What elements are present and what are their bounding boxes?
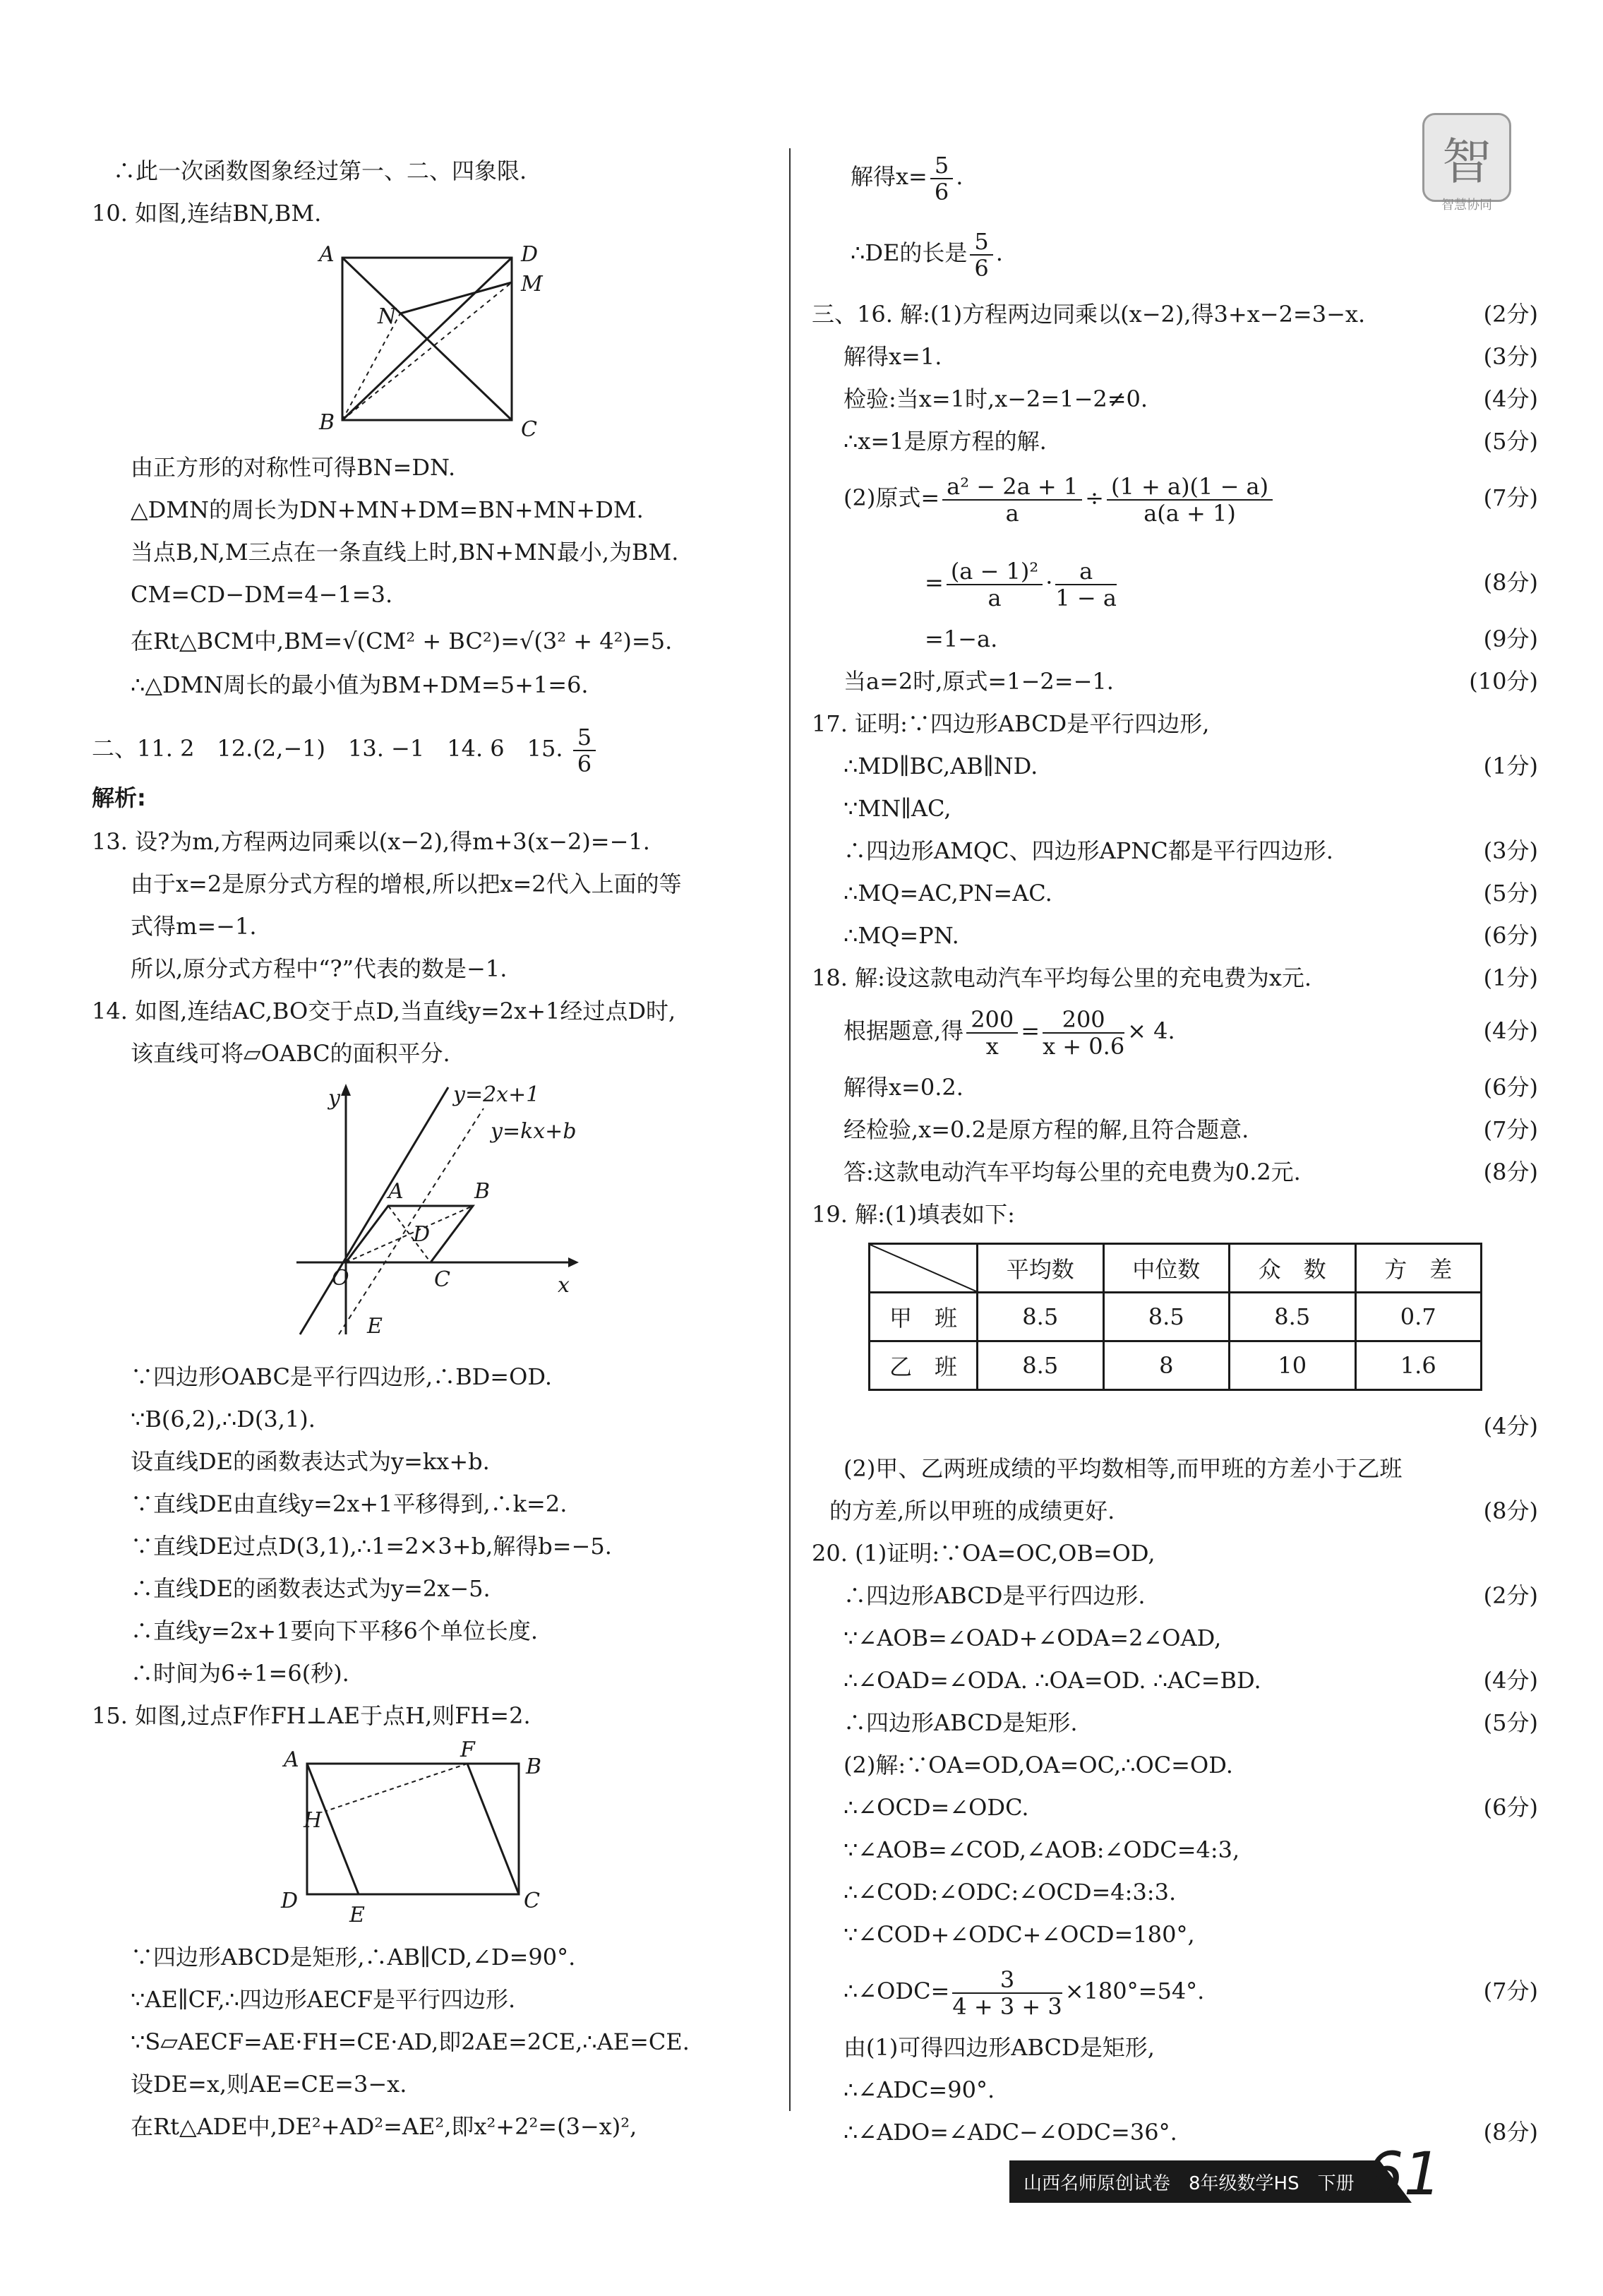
- table-cell: 0.7: [1355, 1293, 1482, 1341]
- question-15: 15. 如图,过点F作FH⊥AE于点H,则FH=2.: [92, 1702, 531, 1729]
- text-line: ∴MQ=PN.: [843, 922, 959, 949]
- table-row: [870, 1341, 1482, 1390]
- figure-rectangle-abcd: [275, 1737, 558, 1927]
- label-n: N: [378, 304, 397, 329]
- fraction: $\frac{5}{6}$: [930, 153, 953, 205]
- text-line: =1−a.: [925, 626, 998, 652]
- table-cell: 8.5: [1230, 1293, 1356, 1341]
- text-line: ∵直线DE过点D(3,1),∴1=2×3+b,解得b=−5.: [131, 1533, 612, 1560]
- text-line: 由正方形的对称性可得BN=DN.: [131, 454, 456, 481]
- fraction: $\frac{5}{6}$: [573, 724, 596, 777]
- score: (6分): [1483, 922, 1538, 949]
- text-line: ∵MN∥AC,: [843, 795, 951, 822]
- score: (2分): [1483, 301, 1538, 328]
- text-line: 设直线DE的函数表达式为y=kx+b.: [131, 1448, 490, 1475]
- page-number: 61: [1366, 2139, 1441, 2208]
- text-line: ∵∠AOB=∠OAD+∠ODA=2∠OAD,: [843, 1625, 1222, 1651]
- logo-character: 智: [1442, 133, 1491, 191]
- text-line: ∴直线DE的函数表达式为y=2x−5.: [131, 1575, 491, 1602]
- text-line: ∴x=1是原方程的解.: [843, 428, 1047, 455]
- text-line: ∴∠ADC=90°.: [843, 2076, 995, 2103]
- text-line: (2)原式= $\frac{\text{a² − 2a + 1}}{a}$ ÷ $\frac{(1 + a)(1 - a)}{a(a + 1)}$: [843, 470, 1275, 526]
- label-a: A: [319, 242, 335, 267]
- label-d: D: [281, 1889, 299, 1913]
- text-line: ∵∠AOB=∠COD,∠AOB:∠ODC=4:3,: [843, 1836, 1240, 1863]
- text-line: 设DE=x,则AE=CE=3−x.: [131, 2071, 407, 2098]
- text-line: 当a=2时,原式=1−2=−1.: [843, 668, 1114, 695]
- table-cell: 1.6: [1355, 1341, 1482, 1390]
- score: (6分): [1483, 1794, 1538, 1821]
- question-16: 三、16. 解:(1)方程两边同乘以(x−2),得3+x−2=3−x.: [812, 301, 1366, 328]
- logo-caption: 智慧协同: [1441, 198, 1492, 213]
- text-line: 所以,原分式方程中“?”代表的数是−1.: [131, 955, 508, 982]
- score: (2分): [1483, 1582, 1538, 1609]
- text-line: ∴∠COD:∠ODC:∠OCD=4:3:3.: [843, 1879, 1177, 1906]
- text-line: 答:这款电动汽车平均每公里的充电费为0.2元.: [843, 1159, 1301, 1185]
- question-18: 18. 解:设这款电动汽车平均每公里的充电费为x元.: [812, 964, 1312, 991]
- text-line: ∴时间为6÷1=6(秒).: [131, 1660, 349, 1687]
- score: (1分): [1483, 964, 1538, 991]
- table-header: 中位数: [1103, 1244, 1230, 1293]
- label-a: A: [284, 1747, 299, 1772]
- label-b: B: [526, 1754, 542, 1779]
- question-10: 10. 如图,连结BN,BM.: [92, 200, 322, 227]
- axis-x-label: x: [558, 1273, 570, 1298]
- table-cell: 8.5: [978, 1341, 1104, 1390]
- score: (5分): [1483, 1709, 1538, 1736]
- text-line: 该直线可将▱OABC的面积平分.: [131, 1040, 450, 1067]
- label-d: D: [521, 242, 539, 267]
- score-table: [868, 1243, 1482, 1391]
- score: (4分): [1483, 1667, 1538, 1694]
- label-m: M: [521, 272, 543, 297]
- text-line: CM=CD−DM=4−1=3.: [131, 581, 393, 608]
- label-b: B: [319, 410, 335, 435]
- text-line: 在Rt△ADE中,DE²+AD²=AE²,即x²+2²=(3−x)²,: [131, 2113, 637, 2140]
- text-line: 根据题意,得 $\frac{200}{x}$ = $\frac{200}{x + 0.6}$ × 4.: [843, 1005, 1175, 1060]
- text-line: 当点B,N,M三点在一条直线上时,BN+MN最小,为BM.: [131, 539, 679, 566]
- table-header-row: [870, 1244, 1482, 1293]
- fraction: $\frac{5}{6}$: [970, 229, 992, 281]
- score: (1分): [1483, 753, 1538, 779]
- question-20: 20. (1)证明:∵OA=OC,OB=OD,: [812, 1540, 1155, 1567]
- score: (8分): [1483, 569, 1538, 596]
- fraction: $\frac{(1 + a)(1 - a)}{a(a + 1)}$: [1107, 474, 1273, 526]
- text-line: 解得x=0.2.: [843, 1074, 963, 1101]
- question-13: 13. 设?为m,方程两边同乘以(x−2),得m+3(x−2)=−1.: [92, 828, 650, 855]
- score: (3分): [1483, 343, 1538, 370]
- text-line: ∵∠COD+∠ODC+∠OCD=180°,: [843, 1921, 1195, 1948]
- question-17: 17. 证明:∵四边形ABCD是平行四边形,: [812, 710, 1210, 737]
- text-line: ∴∠OAD=∠ODA. ∴OA=OD. ∴AC=BD.: [843, 1667, 1261, 1694]
- score: (10分): [1469, 668, 1538, 695]
- score: (7分): [1483, 484, 1538, 511]
- text-line: 经检验,x=0.2是原方程的解,且符合题意.: [843, 1116, 1249, 1143]
- label-h: H: [304, 1808, 323, 1833]
- label-o: O: [332, 1266, 349, 1291]
- question-14: 14. 如图,连结AC,BO交于点D,当直线y=2x+1经过点D时,: [92, 998, 676, 1024]
- score: (7分): [1483, 1116, 1538, 1143]
- figure-square-abcd: [311, 240, 544, 445]
- score: (8分): [1483, 1497, 1538, 1524]
- text-line: (2)甲、乙两班成绩的平均数相等,而甲班的方差小于乙班: [843, 1455, 1403, 1482]
- text-line: 检验:当x=1时,x−2=1−2≠0.: [843, 385, 1148, 412]
- table-header: 方 差: [1355, 1244, 1482, 1293]
- row-label: 甲 班: [870, 1293, 978, 1341]
- text-line: ∴四边形ABCD是平行四边形.: [843, 1582, 1146, 1609]
- fraction: $\frac{200}{x}$: [966, 1007, 1018, 1059]
- row-label: 乙 班: [870, 1341, 978, 1390]
- text-line: 由于x=2是原分式方程的增根,所以把x=2代入上面的等: [131, 871, 682, 897]
- text-line: 解得x=1.: [843, 343, 942, 370]
- fraction: $\frac{\text{a² − 2a + 1}}{a}$: [942, 474, 1082, 526]
- text-line: 解得x= $\frac{5}{6}$ .: [851, 151, 963, 205]
- table-cell: 8.5: [1103, 1293, 1230, 1341]
- text-line: ∴∠ODC= $\frac{3}{4 + 3 + 3}$ ×180°=54°.: [843, 1966, 1205, 2020]
- fraction: $\frac{3}{4 + 3 + 3}$: [952, 1966, 1062, 2020]
- text-line: ∴△DMN周长的最小值为BM+DM=5+1=6.: [131, 671, 589, 698]
- score: (8分): [1483, 1159, 1538, 1185]
- text-line: ∴MD∥BC,AB∥ND.: [843, 753, 1038, 779]
- fraction: $\frac{\text{(a − 1)²}}{a}$: [947, 558, 1043, 611]
- text-line: = $\frac{\text{(a − 1)²}}{a}$ · $\frac{a}{1 - a}$: [925, 557, 1117, 611]
- score: (4分): [1483, 385, 1538, 412]
- table-cell: 8: [1103, 1341, 1230, 1390]
- score: (6分): [1483, 1074, 1538, 1101]
- text-line: 由(1)可得四边形ABCD是矩形,: [843, 2034, 1155, 2061]
- text-line: ∴DE的长是 $\frac{5}{6}$ .: [851, 227, 1003, 282]
- label-c: C: [524, 1889, 540, 1913]
- text-line: ∵S▱AECF=AE·FH=CE·AD,即2AE=2CE,∴AE=CE.: [131, 2028, 690, 2055]
- column-divider: [789, 148, 791, 2111]
- label-d: D: [413, 1222, 431, 1247]
- text-line: ∵B(6,2),∴D(3,1).: [131, 1406, 316, 1433]
- table-row: [870, 1293, 1482, 1341]
- line-label-1: y=2x+1: [453, 1082, 540, 1107]
- label-a: A: [388, 1179, 404, 1204]
- publisher-logo: [1422, 113, 1511, 202]
- section-2-answers: [92, 720, 599, 777]
- table-corner-cell: [870, 1244, 978, 1293]
- table-header: 平均数: [978, 1244, 1104, 1293]
- score: (5分): [1483, 880, 1538, 907]
- table-header: 众 数: [1230, 1244, 1356, 1293]
- label-f: F: [460, 1738, 475, 1762]
- text-line: ∵直线DE由直线y=2x+1平移得到,∴k=2.: [131, 1490, 568, 1517]
- question-19: 19. 解:(1)填表如下:: [812, 1201, 1015, 1228]
- text-line: ∴∠ADO=∠ADC−∠ODC=36°.: [843, 2119, 1177, 2146]
- text-line: ∵AE∥CF,∴四边形AECF是平行四边形.: [131, 1986, 516, 2013]
- figure-coordinate-plane: [289, 1080, 586, 1341]
- text-line: (2)解:∵OA=OD,OA=OC,∴OC=OD.: [843, 1752, 1233, 1778]
- text-line: ∵四边形ABCD是矩形,∴AB∥CD,∠D=90°.: [131, 1944, 576, 1971]
- label-c: C: [434, 1267, 450, 1292]
- analysis-heading: 解析:: [92, 784, 146, 811]
- label-b: B: [474, 1179, 491, 1204]
- text-line: ∴∠OCD=∠ODC.: [843, 1794, 1029, 1821]
- text-line: ∴此一次函数图象经过第一、二、四象限.: [113, 157, 527, 184]
- score: (4分): [1483, 1017, 1538, 1044]
- score: (3分): [1483, 837, 1538, 864]
- table-cell: 8.5: [978, 1293, 1104, 1341]
- label-e: E: [349, 1903, 365, 1927]
- text-line: ∴四边形AMQC、四边形APNC都是平行四边形.: [843, 837, 1333, 864]
- score: (4分): [1483, 1413, 1538, 1440]
- line-label-2: y=kx+b: [491, 1119, 577, 1144]
- footer-series: 山西名师原创试卷 8年级数学HS 下册: [1023, 2173, 1355, 2194]
- text-line: ∴MQ=AC,PN=AC.: [843, 880, 1052, 907]
- text-line: 的方差,所以甲班的成绩更好.: [829, 1497, 1115, 1524]
- fraction: $\frac{200}{x + 0.6}$: [1043, 1005, 1125, 1060]
- text-line: ∴四边形ABCD是矩形.: [843, 1709, 1078, 1736]
- answers-text: 二、11. 2 12.(2,−1) 13. −1 14. 6 15.: [92, 735, 563, 762]
- label-e: E: [367, 1314, 383, 1339]
- text-line: 在Rt△BCM中,BM=√(CM² + BC²)=√(3² + 4²)=5.: [131, 628, 673, 654]
- label-c: C: [521, 417, 537, 442]
- text-line: ∴直线y=2x+1要向下平移6个单位长度.: [131, 1618, 539, 1644]
- score: (9分): [1483, 626, 1538, 652]
- text-line: ∵四边形OABC是平行四边形,∴BD=OD.: [131, 1363, 553, 1390]
- score: (5分): [1483, 428, 1538, 455]
- score: (8分): [1483, 2119, 1538, 2146]
- fraction: $\frac{a}{1 - a}$: [1055, 557, 1117, 611]
- text-line: 式得m=−1.: [131, 913, 257, 940]
- score: (7分): [1483, 1978, 1538, 2004]
- axis-y-label: y: [328, 1086, 340, 1111]
- diagonal-line: [870, 1245, 976, 1291]
- table-cell: 10: [1230, 1341, 1356, 1390]
- text-line: △DMN的周长为DN+MN+DM=BN+MN+DM.: [131, 496, 644, 523]
